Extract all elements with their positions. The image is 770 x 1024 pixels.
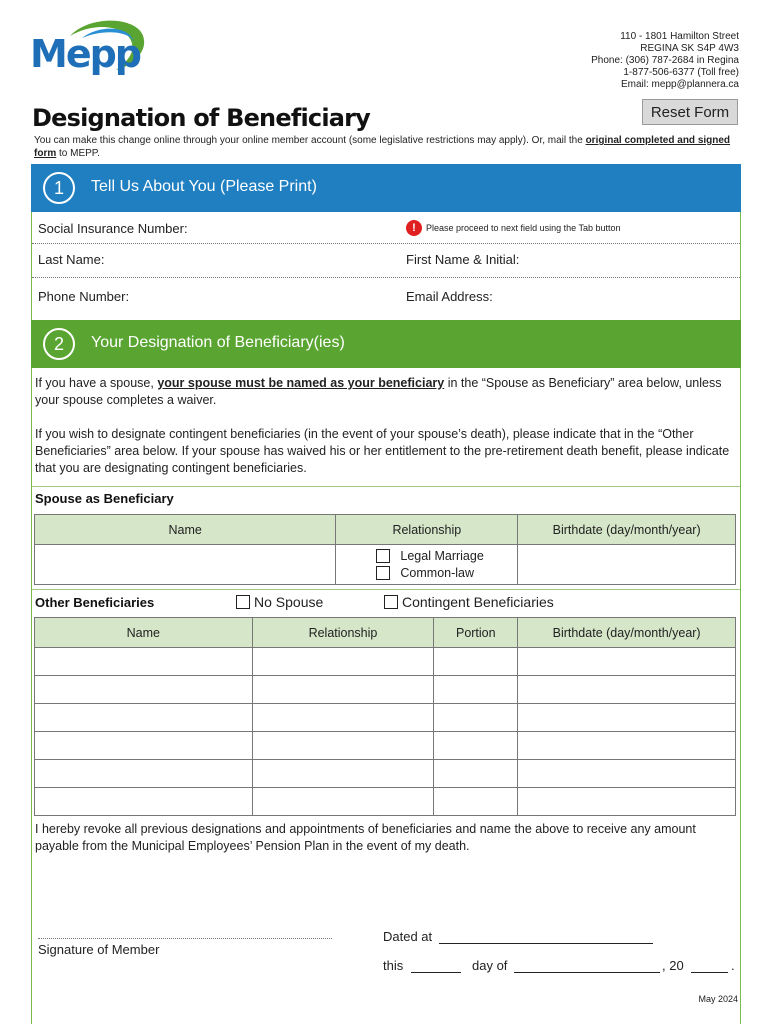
signature-label: Signature of Member <box>38 942 160 957</box>
beneficiary-portion-input[interactable] <box>434 760 518 788</box>
contingent-label: Contingent Beneficiaries <box>402 594 554 610</box>
beneficiary-name-input[interactable] <box>35 704 253 732</box>
beneficiary-name-input[interactable] <box>35 676 253 704</box>
divider <box>32 243 740 244</box>
divider <box>32 589 740 590</box>
day-input[interactable] <box>411 972 461 973</box>
phone-label: Phone Number: <box>38 289 130 304</box>
contingent-option <box>384 594 554 610</box>
para-end: in the “Spouse as Beneficiary” area below, unless your spouse completes a waiver. <box>35 376 722 407</box>
common-law-checkbox[interactable] <box>376 566 390 580</box>
beneficiary-birthdate-input[interactable] <box>518 760 736 788</box>
signature-line <box>38 938 332 939</box>
section-number: 1 <box>43 172 75 204</box>
no-spouse-checkbox[interactable] <box>236 595 250 609</box>
common-law-label: Common-law <box>400 565 475 580</box>
beneficiary-portion-input[interactable] <box>434 704 518 732</box>
this-label: this <box>383 958 404 973</box>
spouse-instruction <box>35 375 735 409</box>
sin-label: Social Insurance Number: <box>38 221 188 236</box>
no-spouse-option <box>236 594 323 610</box>
column-header: Birthdate (day/month/year) <box>518 618 736 648</box>
address-line: REGINA SK S4P 4W3 <box>640 43 739 54</box>
table-row <box>35 760 736 788</box>
address-line: 110 - 1801 Hamilton Street <box>620 31 739 42</box>
email-label: Email Address: <box>406 289 493 304</box>
beneficiary-relationship-input[interactable] <box>252 704 434 732</box>
mepp-logo <box>30 18 150 84</box>
phone-input[interactable] <box>130 284 390 312</box>
form-date: May 2024 <box>698 994 738 1004</box>
relationship-cell <box>336 545 518 585</box>
spouse-table <box>34 514 736 585</box>
year-input[interactable] <box>691 972 728 973</box>
legal-marriage-option <box>376 548 517 565</box>
intro-end: to MEPP. <box>56 148 100 159</box>
beneficiary-birthdate-input[interactable] <box>518 704 736 732</box>
section-title: Tell Us About You (Please Print) <box>91 178 317 195</box>
no-spouse-label: No Spouse <box>254 594 324 610</box>
address-line: 1-877-506-6377 (Toll free) <box>623 67 739 78</box>
intro-text <box>34 134 742 160</box>
address-line: Email: mepp@plannera.ca <box>621 79 739 90</box>
contingent-checkbox[interactable] <box>384 595 398 609</box>
beneficiary-relationship-input[interactable] <box>252 732 434 760</box>
sin-input[interactable] <box>200 216 400 240</box>
other-beneficiaries-table <box>34 617 736 816</box>
para-bold: your spouse must be named as your beneficiary <box>157 376 445 390</box>
section-2-header <box>31 320 741 368</box>
spouse-birthdate-input[interactable] <box>518 545 736 585</box>
last-name-label: Last Name: <box>38 252 105 267</box>
beneficiary-name-input[interactable] <box>35 760 253 788</box>
contact-address <box>591 31 739 91</box>
spouse-name-input[interactable] <box>35 545 336 585</box>
table-row <box>35 704 736 732</box>
year-prefix: , 20 <box>662 958 684 973</box>
warning-text: Please proceed to next field using the Tab button <box>426 223 621 233</box>
divider <box>32 277 740 278</box>
beneficiary-relationship-input[interactable] <box>252 760 434 788</box>
column-header: Name <box>35 618 253 648</box>
period: . <box>731 958 735 973</box>
beneficiary-portion-input[interactable] <box>434 676 518 704</box>
section-1-header <box>31 164 741 212</box>
para-start: If you have a spouse, <box>35 376 158 390</box>
beneficiary-relationship-input[interactable] <box>252 648 434 676</box>
page-title: Designation of Beneficiary <box>32 104 371 132</box>
day-of-label: day of <box>472 958 508 973</box>
legal-marriage-label: Legal Marriage <box>400 548 484 563</box>
intro-bold: original completed and signed form <box>34 135 731 159</box>
warning-icon: ! <box>406 220 422 236</box>
beneficiary-name-input[interactable] <box>35 788 253 816</box>
spouse-heading: Spouse as Beneficiary <box>35 491 174 506</box>
dated-at-input[interactable] <box>439 943 653 944</box>
beneficiary-birthdate-input[interactable] <box>518 732 736 760</box>
beneficiary-birthdate-input[interactable] <box>518 788 736 816</box>
tab-warning <box>406 220 620 236</box>
other-beneficiaries-heading: Other Beneficiaries <box>35 595 155 610</box>
beneficiary-relationship-input[interactable] <box>252 788 434 816</box>
column-header: Birthdate (day/month/year) <box>518 515 736 545</box>
reset-form-button[interactable]: Reset Form <box>642 99 738 125</box>
intro-start: You can make this change online through your online member account (some legislative restrictions may apply). Or, mail the <box>34 135 586 146</box>
month-input[interactable] <box>514 972 660 973</box>
beneficiary-birthdate-input[interactable] <box>518 648 736 676</box>
logo-text: Mepp <box>30 32 140 76</box>
first-name-input[interactable] <box>520 248 735 274</box>
table-row <box>35 788 736 816</box>
beneficiary-relationship-input[interactable] <box>252 676 434 704</box>
column-header: Relationship <box>252 618 434 648</box>
signature-field[interactable] <box>38 880 332 936</box>
email-input[interactable] <box>492 284 735 312</box>
table-row <box>35 732 736 760</box>
divider <box>32 486 740 487</box>
legal-marriage-checkbox[interactable] <box>376 549 390 563</box>
column-header: Name <box>35 515 336 545</box>
table-row <box>35 676 736 704</box>
first-name-label: First Name & Initial: <box>406 252 520 267</box>
dated-at-label: Dated at <box>383 929 433 944</box>
column-header: Relationship <box>336 515 518 545</box>
last-name-input[interactable] <box>110 248 390 274</box>
beneficiary-name-input[interactable] <box>35 732 253 760</box>
section-number: 2 <box>43 328 75 360</box>
beneficiary-name-input[interactable] <box>35 648 253 676</box>
beneficiary-portion-input[interactable] <box>434 732 518 760</box>
beneficiary-birthdate-input[interactable] <box>518 676 736 704</box>
revocation-statement: I hereby revoke all previous designations and appointments of beneficiaries and name the above to receive any amount payable from the Municipal Employees’ Pension Plan in the event of my death. <box>35 822 696 853</box>
common-law-option <box>376 565 517 582</box>
beneficiary-portion-input[interactable] <box>434 648 518 676</box>
column-header: Portion <box>434 618 518 648</box>
table-row <box>35 648 736 676</box>
section-title: Your Designation of Beneficiary(ies) <box>91 334 345 351</box>
beneficiary-portion-input[interactable] <box>434 788 518 816</box>
contingent-instruction: If you wish to designate contingent beneficiaries (in the event of your spouse’s death), please indicate that in the “Other Beneficiaries” area below. If your spouse has waived his or her entitlement to the pre-retirement death benefit, please indicate that you are designating contingent beneficiaries. <box>35 427 730 475</box>
address-line: Phone: (306) 787-2684 in Regina <box>591 55 739 66</box>
